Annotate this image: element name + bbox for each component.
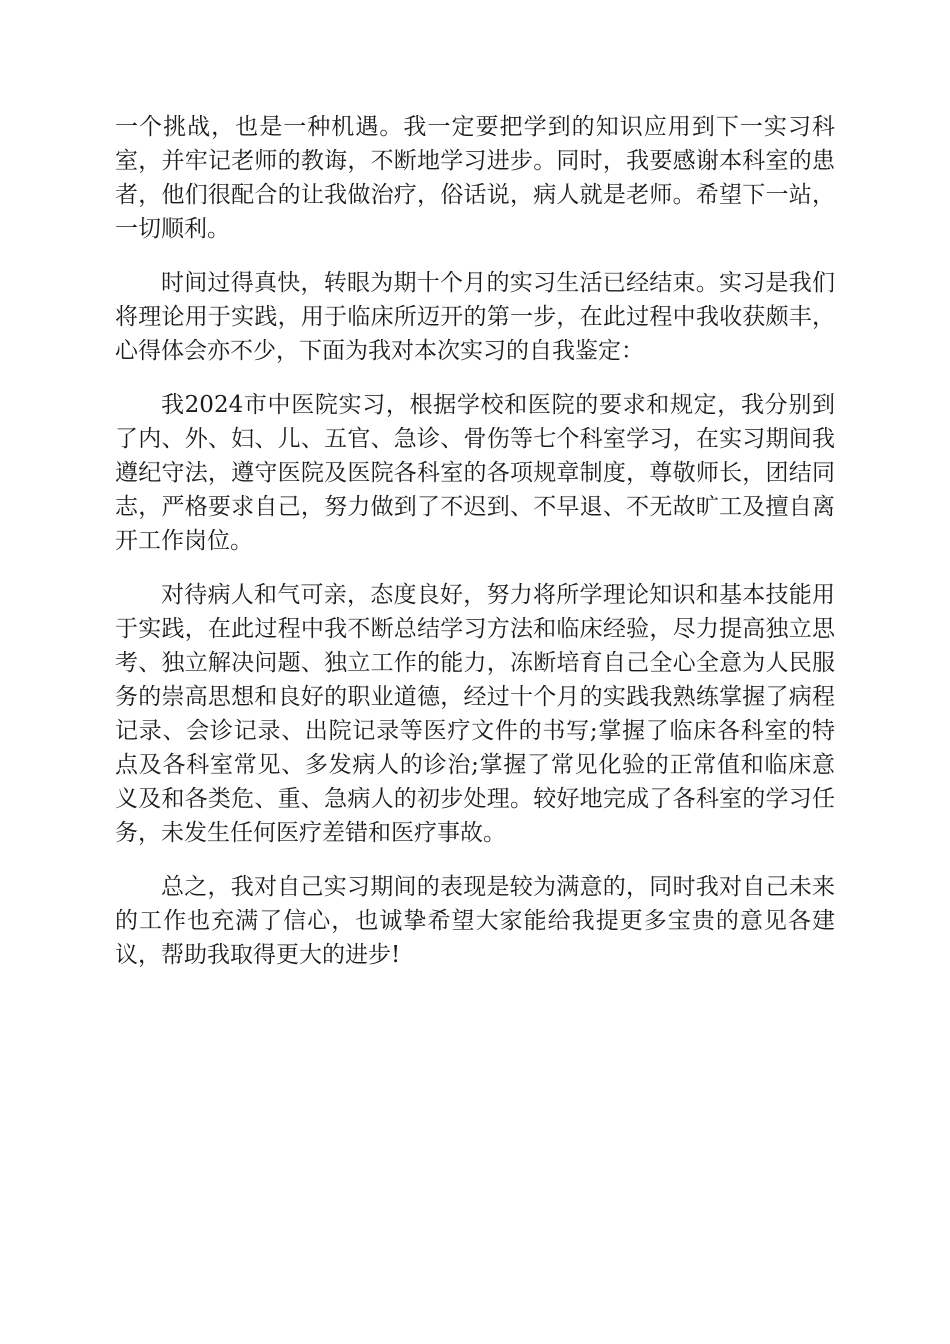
paragraph-4: 对待病人和气可亲，态度良好，努力将所学理论知识和基本技能用于实践，在此过程中我不断总结学习方法和临床经验，尽力提高独立思考、独立解决问题、独立工作的能力，冻断培育自己全心全意为人民服务的崇高思想和良好的职业道德，经过十个月的实践我熟练掌握了病程记录、会诊记录、出院记录等医疗文件的书写;掌握了临床各科室的特点及各科室常见、多发病人的诊治;掌握了常见化验的正常值和临床意义及和各类危、重、急病人的初步处理。较好地完成了各科室的学习任务，未发生任何医疗差错和医疗事故。 (115, 582, 835, 846)
paragraph-5: 总之，我对自己实习期间的表现是较为满意的，同时我对自己未来的工作也充满了信心，也诚挚希望大家能给我提更多宝贵的意见各建议，帮助我取得更大的进步! (115, 874, 835, 968)
paragraph-2: 时间过得真快，转眼为期十个月的实习生活已经结束。实习是我们将理论用于实践，用于临床所迈开的第一步，在此过程中我收获颇丰，心得体会亦不少，下面为我对本次实习的自我鉴定： (115, 270, 835, 364)
paragraph-3: 我2024市中医院实习，根据学校和医院的要求和规定，我分别到了内、外、妇、儿、五官、急诊、骨伤等七个科室学习，在实习期间我遵纪守法，遵守医院及医院各科室的各项规章制度，尊敬师长，团结同志，严格要求自己，努力做到了不迟到、不早退、不无故旷工及擅自离开工作岗位。 (115, 392, 835, 554)
paragraph-1: 一个挑战，也是一种机遇。我一定要把学到的知识应用到下一实习科室，并牢记老师的教诲，不断地学习进步。同时，我要感谢本科室的患者，他们很配合的让我做治疗，俗话说，病人就是老师。希望下一站，一切顺利。 (115, 114, 835, 242)
document-body (115, 110, 835, 992)
